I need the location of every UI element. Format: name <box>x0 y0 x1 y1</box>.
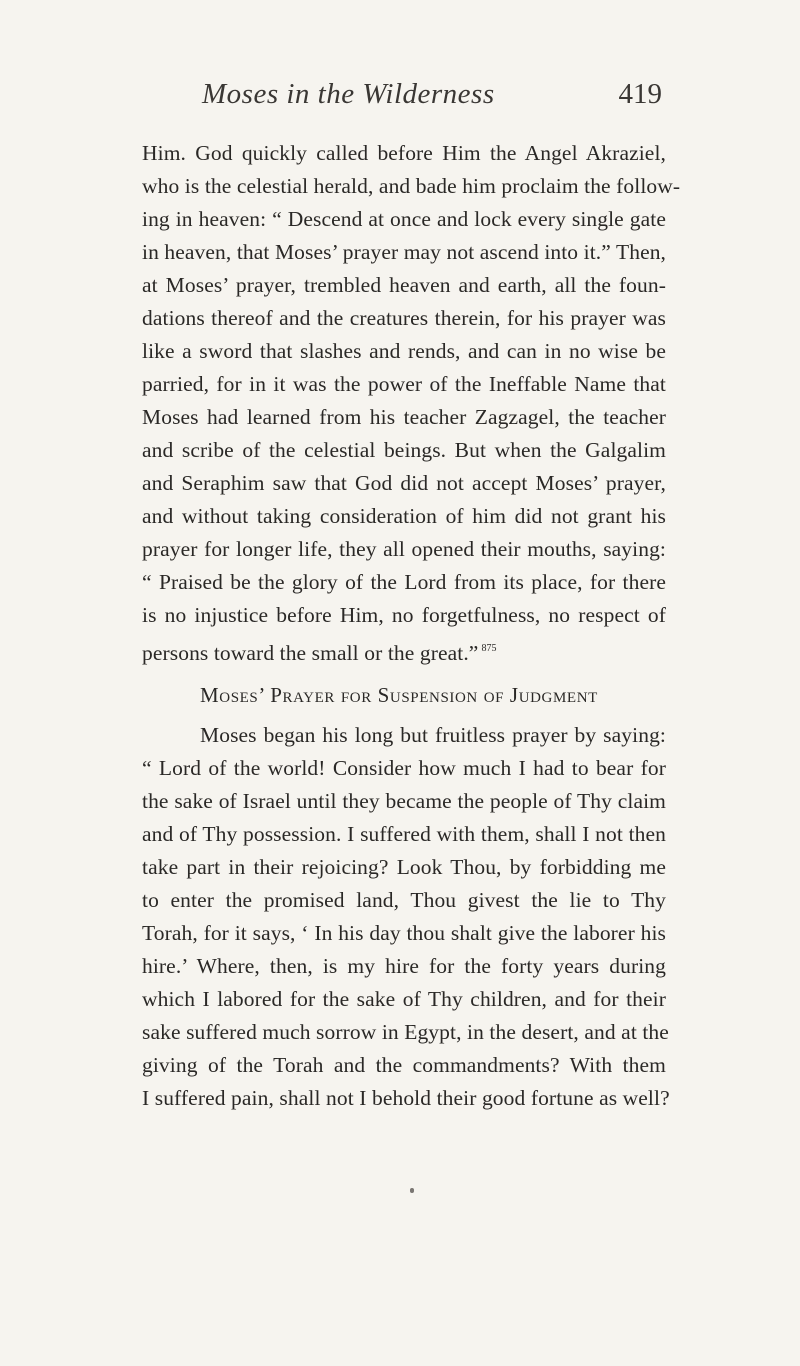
section-heading: Moses’ Prayer for Suspension of Judgment <box>200 683 598 707</box>
text-line: hire.’ Where, then, is my hire for the forty years during <box>142 954 666 978</box>
running-title: Moses in the Wilderness <box>202 78 495 110</box>
text-line: to enter the promised land, Thou givest the lie to Thy <box>142 888 666 912</box>
text-line: and scribe of the celestial beings. But when the Galgalim <box>142 438 666 462</box>
text-line: and of Thy possession. I suffered with them, shall I not then <box>142 822 666 846</box>
running-head <box>142 78 662 118</box>
text-line: parried, for in it was the power of the Ineffable Name that <box>142 372 666 396</box>
text-line-last <box>142 632 666 665</box>
text-line: and Seraphim saw that God did not accept Moses’ prayer, <box>142 471 666 495</box>
text-line: prayer for longer life, they all opened their mouths, saying: <box>142 537 666 561</box>
text-line: “ Lord of the world! Consider how much I had to bear for <box>142 756 666 780</box>
paragraph-angel-akraziel <box>142 137 681 665</box>
text-line-content: persons toward the small or the great.” <box>142 641 479 665</box>
text-line: who is the celestial herald, and bade him proclaim the follow- <box>142 174 681 198</box>
footnote-reference: 875 <box>481 643 497 654</box>
text-line: like a sword that slashes and rends, and can in no wise be <box>142 339 666 363</box>
text-line: Torah, for it says, ‘ In his day thou shalt give the laborer his <box>142 921 666 945</box>
text-line: the sake of Israel until they became the people of Thy claim <box>142 789 666 813</box>
ink-speck <box>410 1188 414 1193</box>
text-line: and without taking consideration of him did not grant his <box>142 504 666 528</box>
text-line-content: Moses began his long but fruitless prayer by saying: <box>200 723 666 747</box>
text-line: sake suffered much sorrow in Egypt, in the desert, and at the <box>142 1020 669 1044</box>
text-line: ing in heaven: “ Descend at once and lock every single gate <box>142 207 666 231</box>
text-line: giving of the Torah and the commandments? With them <box>142 1053 666 1077</box>
paragraph-moses-prayer <box>142 719 670 1115</box>
text-line-first <box>142 719 666 752</box>
text-line: at Moses’ prayer, trembled heaven and earth, all the foun- <box>142 273 666 297</box>
text-line: which I labored for the sake of Thy children, and for their <box>142 987 666 1011</box>
text-line: dations thereof and the creatures therein, for his prayer was <box>142 306 666 330</box>
text-line: Him. God quickly called before Him the Angel Akraziel, <box>142 141 666 165</box>
text-line: in heaven, that Moses’ prayer may not ascend into it.” Then, <box>142 240 667 264</box>
text-line: “ Praised be the glory of the Lord from its place, for there <box>142 570 666 594</box>
text-line: take part in their rejoicing? Look Thou, by forbidding me <box>142 855 666 879</box>
text-line: is no injustice before Him, no forgetfulness, no respect of <box>142 603 666 627</box>
text-line: Moses had learned from his teacher Zagzagel, the teacher <box>142 405 666 429</box>
page-number: 419 <box>618 78 662 110</box>
text-line-last: I suffered pain, shall not I behold their good fortune as well? <box>142 1086 670 1110</box>
